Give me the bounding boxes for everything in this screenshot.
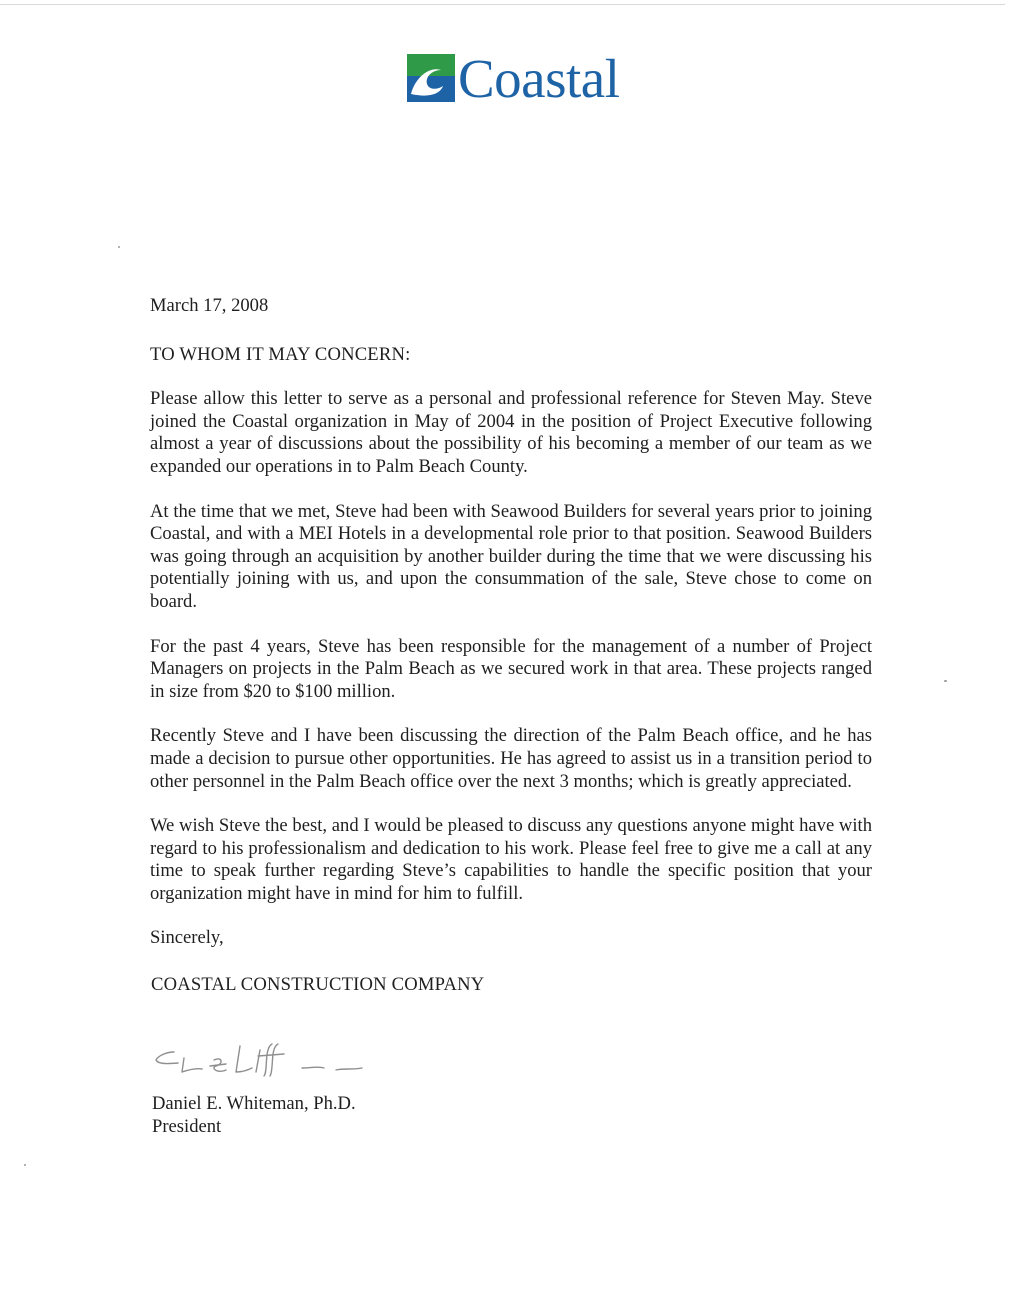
scan-speck (118, 246, 120, 248)
closing: Sincerely, (150, 927, 224, 949)
scan-speck (24, 1164, 26, 1166)
company-name: COASTAL CONSTRUCTION COMPANY (151, 974, 485, 996)
salutation: TO WHOM IT MAY CONCERN: (150, 343, 411, 365)
wave-icon (407, 54, 455, 102)
company-wordmark: Coastal (458, 48, 620, 109)
scan-speck (944, 680, 947, 682)
paragraph-5: We wish Steve the best, and I would be pleased to discuss any questions anyone might have with regard to his professionalism and dedication to his work. Please feel free to give me a call at any time to speak further regarding Steve’s capabilities to handle the specific position that your organization might have in mind for him to fulfill. (150, 815, 872, 904)
handwritten-signature (152, 1038, 402, 1082)
paragraph-2: At the time that we met, Steve had been with Seawood Builders for several years prior to joining Coastal, and with a MEI Hotels in a developmental role prior to that position. Seawood Builders was going through an acquisition by another builder during the time that we were discussing his potentially joining with us, and upon the consummation of the sale, Steve chose to come on board. (150, 500, 872, 612)
letter-body (150, 295, 872, 997)
page-top-edge (0, 4, 1005, 5)
signer-block (152, 1093, 356, 1138)
paragraph-1: Please allow this letter to serve as a personal and professional reference for Steven May. Steve joined the Coastal organization in May of 2004 in the position of Project Executive following almost a year of discussions about the possibility of his becoming a member of our team as we expanded our operations in to Palm Beach County. (150, 388, 872, 477)
signer-title: President (152, 1115, 222, 1137)
signer-name: Daniel E. Whiteman, Ph.D. (152, 1093, 356, 1114)
paragraph-3: For the past 4 years, Steve has been responsible for the management of a number of Project Managers on projects in the Palm Beach as we secured work in that area. These projects ranged in size from $20 to $100 million. (150, 635, 872, 702)
paragraph-4: Recently Steve and I have been discussing the direction of the Palm Beach office, and he has made a decision to pursue other opportunities. He has agreed to assist us in a transition period to other personnel in the Palm Beach office over the next 3 months; which is greatly appreciated. (150, 725, 872, 792)
letter-date: March 17, 2008 (150, 295, 269, 316)
company-logo (407, 48, 620, 109)
